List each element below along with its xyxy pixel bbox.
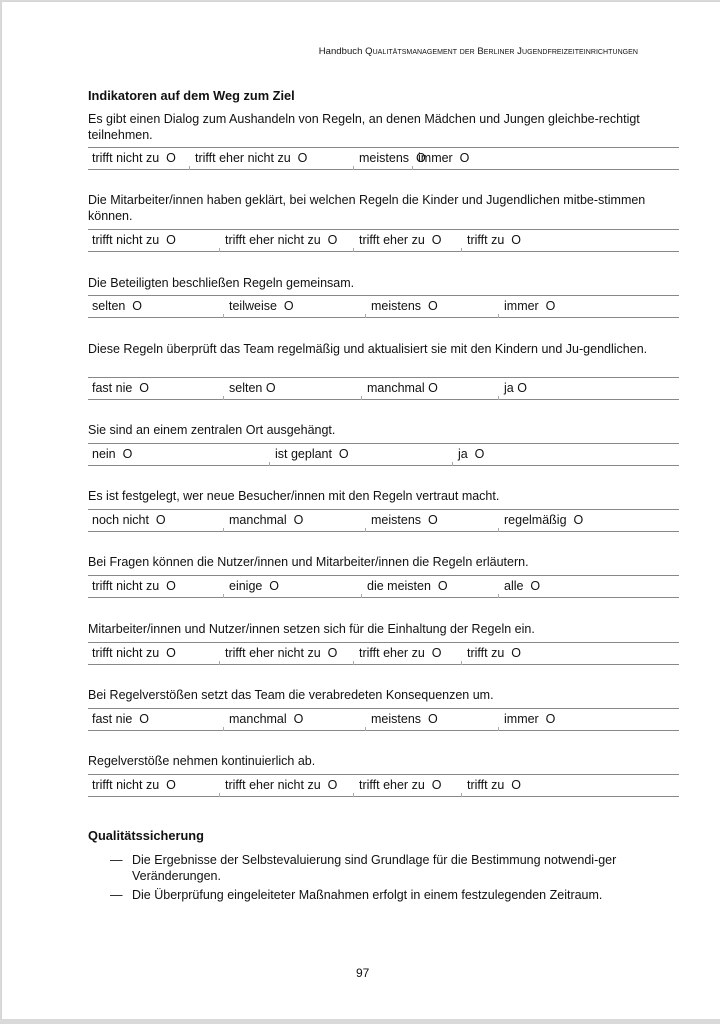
answer-options-row [88, 377, 679, 400]
column-divider [223, 314, 224, 318]
column-divider [452, 462, 453, 466]
answer-option[interactable]: meistens O [371, 299, 438, 313]
answer-option[interactable]: die meisten O [367, 579, 448, 593]
answer-options-row [88, 642, 679, 665]
answer-option[interactable]: ist geplant O [275, 447, 349, 461]
answer-option[interactable]: meistens O [359, 151, 426, 165]
answer-option[interactable]: immer O [504, 299, 556, 313]
answer-option[interactable]: fast nie O [92, 712, 149, 726]
answer-option[interactable]: einige O [229, 579, 280, 593]
answer-option[interactable]: trifft eher zu O [359, 646, 442, 660]
bullet-dash: — [110, 888, 123, 902]
column-divider [365, 727, 366, 731]
column-divider [498, 727, 499, 731]
answer-options-row [88, 774, 679, 797]
column-divider [461, 661, 462, 665]
answer-option[interactable]: trifft nicht zu O [92, 778, 176, 792]
column-divider [353, 793, 354, 797]
answer-option[interactable]: manchmal O [367, 381, 438, 395]
column-divider [353, 248, 354, 252]
document-page [1, 1, 720, 1019]
column-divider [461, 793, 462, 797]
answer-option[interactable]: fast nie O [92, 381, 149, 395]
column-divider [219, 793, 220, 797]
answer-option[interactable]: meistens O [371, 712, 438, 726]
answer-option[interactable]: selten O [229, 381, 276, 395]
answer-options-row [88, 708, 679, 731]
column-divider [219, 661, 220, 665]
answer-option[interactable]: alle O [504, 579, 541, 593]
answer-option[interactable]: regelmäßig O [504, 513, 584, 527]
answer-options-row [88, 295, 679, 318]
answer-option[interactable]: ja O [504, 381, 527, 395]
column-divider [412, 166, 413, 170]
answer-option[interactable]: ja O [458, 447, 485, 461]
question-text: Bei Regelverstößen setzt das Team die verabredeten Konsequenzen um. [88, 688, 494, 702]
answer-option[interactable]: meistens O [371, 513, 438, 527]
answer-option[interactable]: trifft nicht zu O [92, 233, 176, 247]
answer-option[interactable]: manchmal O [229, 513, 304, 527]
answer-option[interactable]: immer O [504, 712, 556, 726]
answer-option[interactable]: teilweise O [229, 299, 294, 313]
question-text: Es ist festgelegt, wer neue Besucher/innen mit den Regeln vertraut macht. [88, 489, 500, 503]
bullet-text: Die Ergebnisse der Selbstevaluierung sind Grundlage für die Bestimmung notwendi-ger Veränderungen. [132, 853, 617, 883]
answer-option[interactable]: trifft eher nicht zu O [225, 646, 338, 660]
answer-option[interactable]: nein O [92, 447, 133, 461]
question-text: Bei Fragen können die Nutzer/innen und Mitarbeiter/innen die Regeln erläutern. [88, 555, 529, 569]
bullet-text: Die Überprüfung eingeleiteter Maßnahmen erfolgt in einem festzulegenden Zeitraum. [132, 888, 603, 902]
column-divider [498, 396, 499, 400]
question-text: Regelverstöße nehmen kontinuierlich ab. [88, 754, 316, 768]
answer-option[interactable]: trifft eher nicht zu O [195, 151, 308, 165]
answer-options-row [88, 443, 679, 466]
column-divider [223, 727, 224, 731]
running-header [319, 46, 638, 57]
answer-options-row [88, 147, 679, 170]
answer-options-row [88, 229, 679, 252]
header-word: Handbuch [318, 46, 363, 57]
question-text: Diese Regeln überprüft das Team regelmäßig und aktualisiert sie mit den Kindern und Ju-gendlichen. [88, 342, 648, 356]
bullet-item [110, 887, 650, 903]
answer-option[interactable]: trifft nicht zu O [92, 579, 176, 593]
answer-option[interactable]: manchmal O [229, 712, 304, 726]
column-divider [353, 166, 354, 170]
column-divider [219, 248, 220, 252]
answer-option[interactable]: noch nicht O [92, 513, 166, 527]
bullet-dash: — [110, 853, 123, 867]
question-text: Es gibt einen Dialog zum Aushandeln von Regeln, an denen Mädchen und Jungen gleichbe-rechtigt teilnehmen. [88, 112, 640, 142]
column-divider [498, 528, 499, 532]
answer-option[interactable]: trifft eher zu O [359, 778, 442, 792]
column-divider [461, 248, 462, 252]
column-divider [223, 528, 224, 532]
section-title: Indikatoren auf dem Weg zum Ziel [88, 88, 295, 103]
column-divider [361, 396, 362, 400]
column-divider [223, 594, 224, 598]
column-divider [361, 594, 362, 598]
column-divider [223, 396, 224, 400]
answer-option[interactable]: trifft nicht zu O [92, 151, 176, 165]
answer-option[interactable]: trifft eher zu O [359, 233, 442, 247]
qs-title: Qualitätssicherung [88, 828, 204, 843]
question-text: Die Mitarbeiter/innen haben geklärt, bei welchen Regeln die Kinder und Jugendlichen mitbe-stimmen können. [88, 193, 646, 223]
column-divider [189, 166, 190, 170]
bullet-item [110, 852, 650, 884]
column-divider [365, 314, 366, 318]
answer-option[interactable]: trifft nicht zu O [92, 646, 176, 660]
column-divider [498, 314, 499, 318]
column-divider [269, 462, 270, 466]
answer-options-row [88, 575, 679, 598]
header-title: Qualitätsmanagement der Berliner Jugendfreizeiteinrichtungen [365, 46, 638, 57]
answer-option[interactable]: immer O [418, 151, 470, 165]
answer-options-row [88, 509, 679, 532]
answer-option[interactable]: trifft eher nicht zu O [225, 778, 338, 792]
answer-option[interactable]: trifft zu O [467, 646, 521, 660]
answer-option[interactable]: trifft zu O [467, 233, 521, 247]
answer-option[interactable]: selten O [92, 299, 143, 313]
column-divider [498, 594, 499, 598]
page-number: 97 [356, 966, 370, 980]
question-text: Sie sind an einem zentralen Ort ausgehängt. [88, 423, 336, 437]
column-divider [365, 528, 366, 532]
column-divider [353, 661, 354, 665]
question-text: Mitarbeiter/innen und Nutzer/innen setzen sich für die Einhaltung der Regeln ein. [88, 622, 535, 636]
question-text: Die Beteiligten beschließen Regeln gemeinsam. [88, 276, 355, 290]
answer-option[interactable]: trifft eher nicht zu O [225, 233, 338, 247]
answer-option[interactable]: trifft zu O [467, 778, 521, 792]
